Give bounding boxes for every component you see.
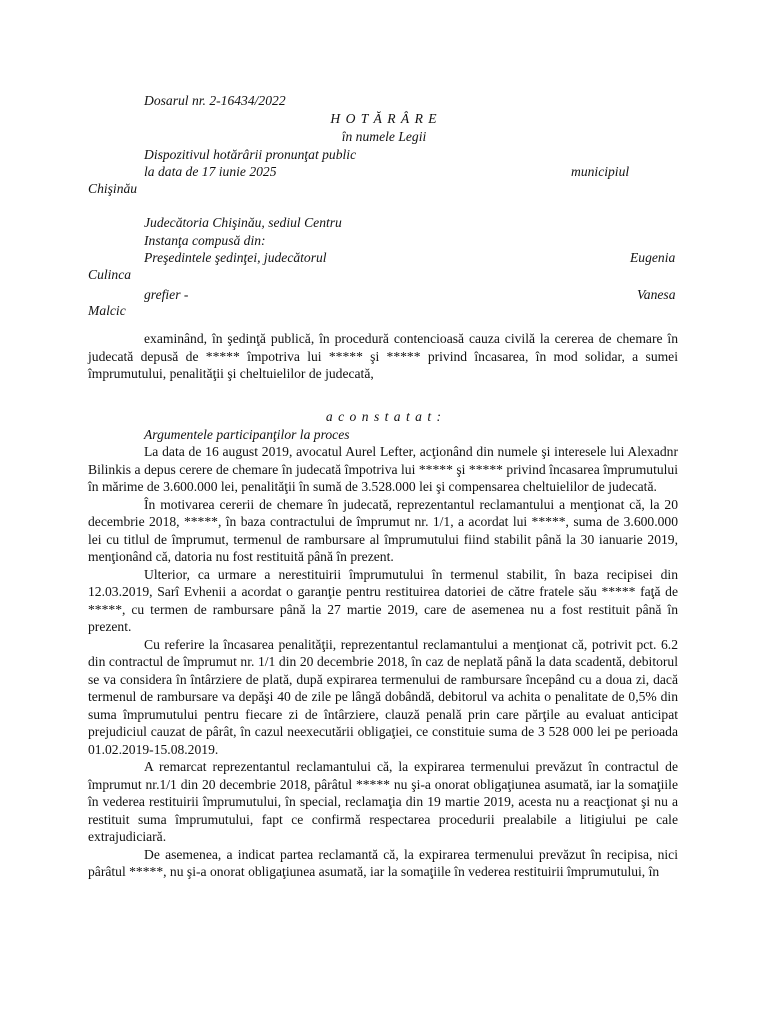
clerk-last-name: Malcic [88, 303, 126, 318]
city-name: Chişinău [88, 181, 138, 196]
body-paragraphs [88, 443, 678, 881]
clerk-label: grefier - [144, 287, 189, 302]
intro-text: examinând, în şedinţă publică, în procedură contencioasă cauza civilă la cererea de chemare în judecată depusă de ***** împotriva lui ***** şi ***** privind încasarea, în mod solidar, a sumei împrumutului, penalităţii şi cheltuielilor de judecată, [88, 331, 678, 381]
file-number: Dosarul nr. 2-16434/2022 [144, 93, 286, 108]
paragraph: De asemenea, a indicat partea reclamantă că, la expirarea termenului prevăzut în recipisa, nici pârâtul *****, nu şi-a onorat obligaţiunea asumată, iar la somaţiile în vederea restituirii împrumutului, în [88, 846, 678, 879]
president-first-name: Eugenia [630, 250, 676, 265]
president-label: Preşedintele şedinţei, judecătorul [144, 250, 327, 265]
paragraph: Cu referire la încasarea penalităţii, reprezentantul reclamantului a menţionat că, potrivit pct. 6.2 din contractul de împrumut nr. 1/1 din 20 decembrie 2018, în caz de neplată până la data scadentă, debitorul se va considera în întârziere de plată, după expirarea termenului de rambursare începând cu a doua zi, dacă termenul de rambursare va depăşi 40 de zile pe lângă dobândă, debitorul va achita o penalitate de 0,5% din suma împrumutului pentru fiecare zi de întârziere, clauză penală prin care părţile au evaluat anticipat prejudiciul cauzat de pârât, în cazul neexecutării obligaţiei, ce constituie suma de 3 528 000 lei pe perioada 01.02.2019-15.08.2019. [88, 636, 678, 757]
dispositive-date: la data de 17 iunie 2025 [144, 164, 277, 179]
section-heading: Argumentele participanţilor la proces [144, 427, 350, 442]
intro-paragraph [88, 330, 678, 383]
president-last-name: Culinca [88, 267, 132, 282]
court-composition: Instanţa compusă din: [144, 233, 266, 248]
document-title: H O T Ă R Â R E [330, 111, 438, 126]
constatat-heading: a c o n s t a t a t : [325, 409, 443, 424]
paragraph: La data de 16 august 2019, avocatul Aurel Lefter, acţionând din numele şi interesele lui Alexadnr Bilinkis a depus cerere de chemare în judecată împotriva lui ***** şi ***** privind încasarea împrumutului în mărime de 3.600.000 lei, penalităţii în sumă de 3.528.000 lei şi compensarea cheltuielilor de judecată. [88, 444, 678, 494]
city-label: municipiul [571, 164, 630, 179]
paragraph: A remarcat reprezentantul reclamantului că, la expirarea termenului prevăzut în contractul de împrumut nr.1/1 din 20 decembrie 2018, pârâtul ***** nu şi-a onorat obligaţiunea asumată, iar la somaţiile în vederea restituirii împrumutului, în special, reclamaţia din 19 martie 2019, acesta nu a reacţionat şi nu a restituit suma împrumutului, fapt ce confirmă respectarea procedurii prealabile a litigiului pe cale extrajudiciară. [88, 759, 678, 844]
paragraph: În motivarea cererii de chemare în judecată, reprezentantul reclamantului a menţionat că, la 20 decembrie 2018, *****, în baza contractului de împrumut nr. 1/1, a acordat lui *****, suma de 3.600.000 lei cu titlul de împrumut, termenul de rambursare al împrumutului fiind stabilit până la 30 ianuarie 2019, menţionând că, datoria nu fost restituită până în prezent. [88, 496, 678, 564]
paragraph: Ulterior, ca urmare a nerestituirii împrumutului în termenul stabilit, în baza recipisei din 12.03.2019, Sarî Evhenii a acordat o garanţie pentru restituirea datoriei de către fratele său ***** faţă de *****, cu termen de rambursare până la 27 martie 2019, care de asemenea nu a fost restituit până în prezent. [88, 566, 678, 634]
document-subtitle: în numele Legii [341, 129, 427, 144]
clerk-first-name: Vanesa [637, 287, 676, 302]
court-name: Judecătoria Chişinău, sediul Centru [144, 215, 342, 230]
dispositive-line-1: Dispozitivul hotărârii pronunţat public [144, 147, 357, 162]
